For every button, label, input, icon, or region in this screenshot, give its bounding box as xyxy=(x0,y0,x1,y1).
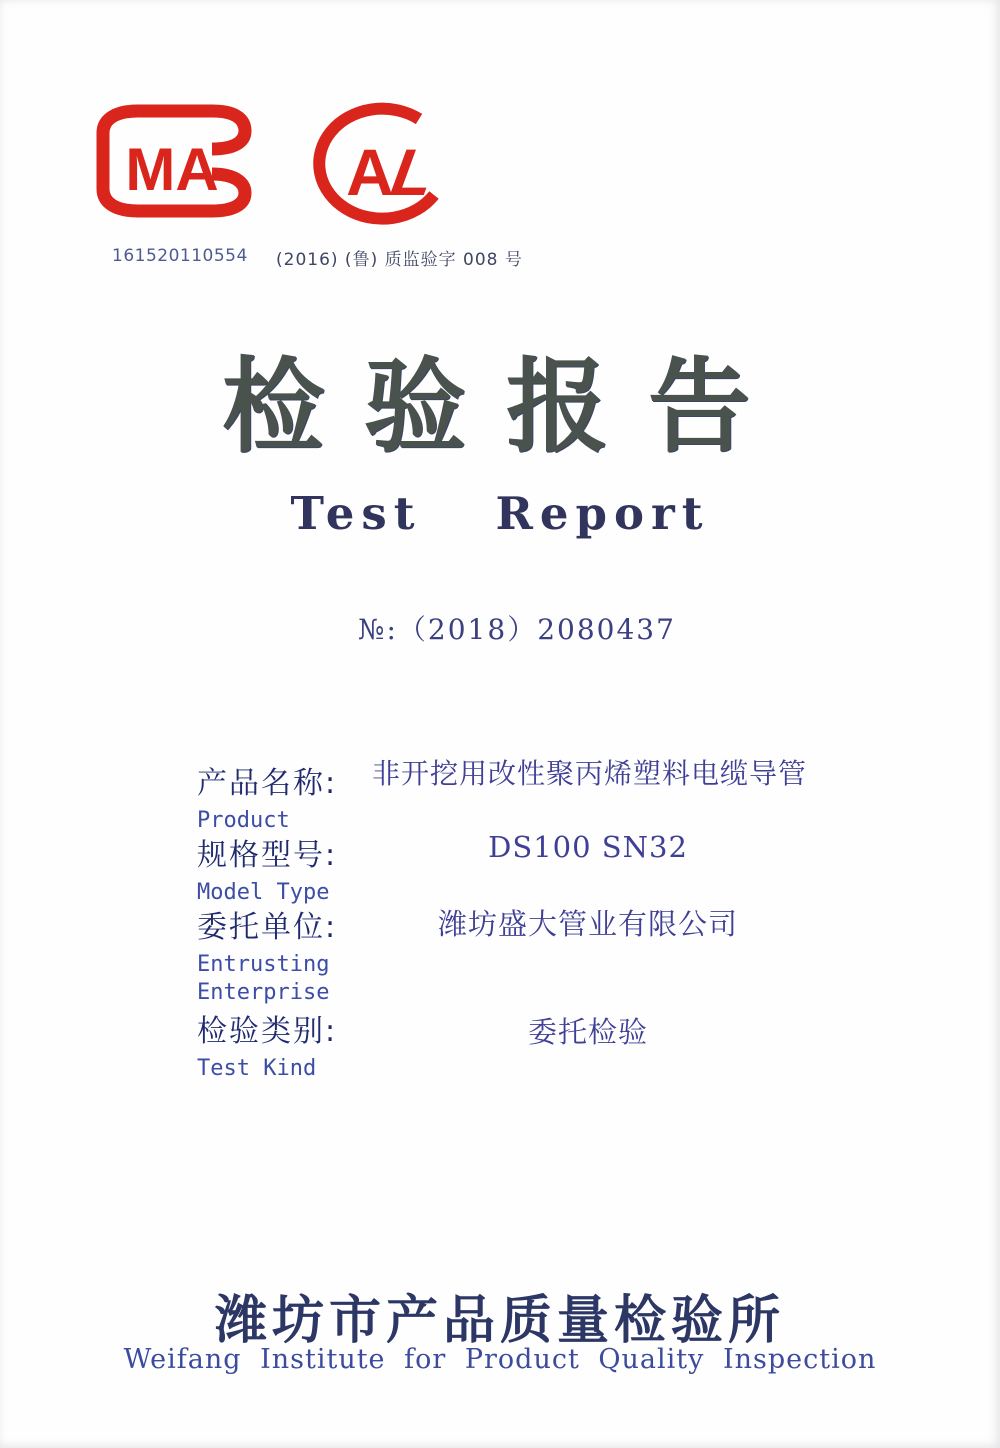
field-label-entrusting-en-line1: Entrusting xyxy=(197,952,330,977)
field-label-model-type-zh: 规格型号: xyxy=(197,838,338,873)
institute-name-english: Weifang Institute for Product Quality Inspection xyxy=(123,1344,877,1375)
al-logo-letter-l: L xyxy=(380,135,448,210)
page-title-chinese: 检验报告 xyxy=(222,347,790,467)
field-label-test-kind-zh: 检验类别: xyxy=(197,1014,338,1049)
al-logo-icon xyxy=(308,98,460,232)
field-value-model-type: DS100 SN32 xyxy=(488,830,688,864)
cma-certificate-number: 161520110554 xyxy=(112,246,248,266)
cma-logo-icon xyxy=(94,102,266,222)
field-label-model-type-en: Model Type xyxy=(197,880,330,905)
title-word-test: Test xyxy=(290,487,422,540)
field-label-test-kind-en: Test Kind xyxy=(197,1056,317,1081)
page-title-english xyxy=(0,487,1000,540)
field-value-test-kind: 委托检验 xyxy=(527,1015,648,1049)
field-value-product: 非开挖用改性聚丙烯塑料电缆导管 xyxy=(372,757,808,790)
field-label-product xyxy=(197,758,397,834)
field-label-product-zh: 产品名称: xyxy=(197,766,338,801)
field-label-product-en: Product xyxy=(197,808,290,833)
field-label-entrusting-enterprise xyxy=(197,902,397,1007)
field-label-entrusting-zh: 委托单位: xyxy=(197,910,338,945)
report-number: №:（2018）2080437 xyxy=(358,613,676,646)
field-value-entrusting-enterprise: 潍坊盛大管业有限公司 xyxy=(437,907,738,941)
al-logo-letter-a: A xyxy=(346,135,394,209)
field-label-entrusting-en-line2: Enterprise xyxy=(197,980,330,1006)
al-license-number: (2016) (鲁) 质监验字 008 号 xyxy=(276,250,523,270)
field-label-model-type xyxy=(197,830,397,906)
field-label-test-kind xyxy=(197,1006,397,1082)
institute-name-chinese: 潍坊市产品质量检验所 xyxy=(214,1290,785,1351)
cma-logo-letters: MA xyxy=(125,136,219,203)
title-word-report: Report xyxy=(495,487,710,540)
